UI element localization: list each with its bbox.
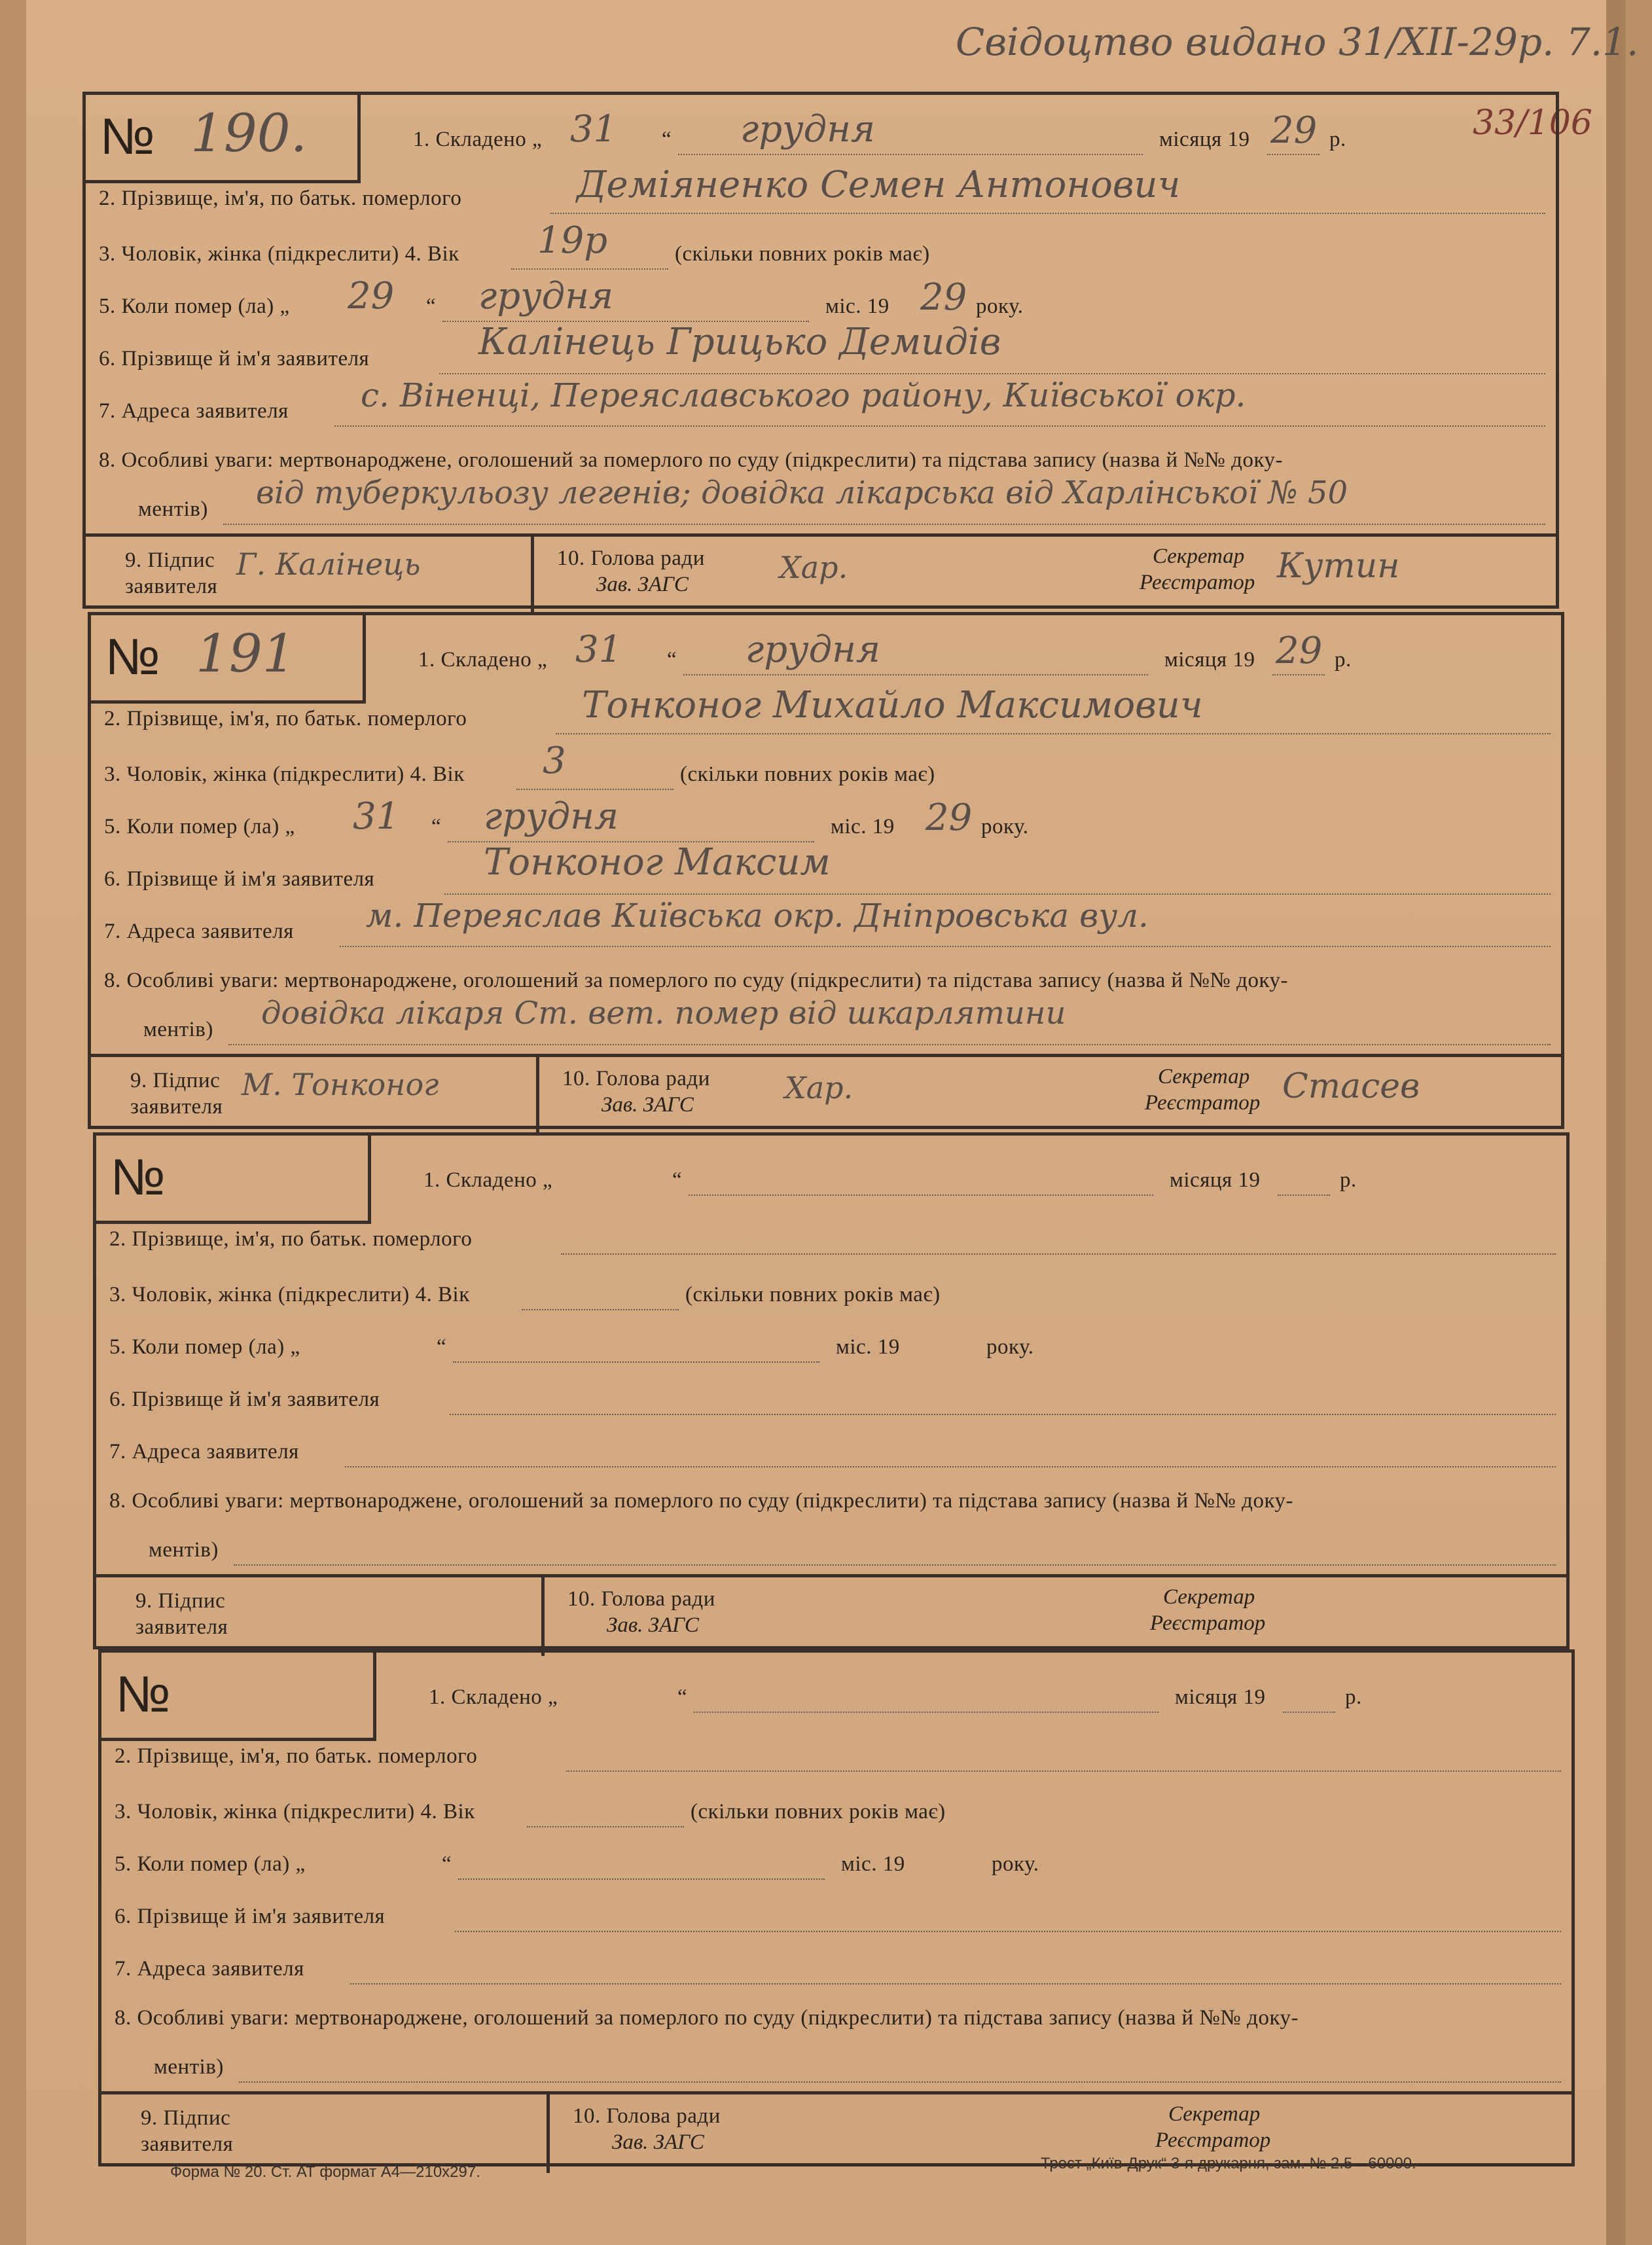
deceased-name-label: 2. Прізвище, ім'я, по батьк. померлого (115, 1744, 478, 1768)
death-quote: “ (426, 295, 437, 318)
secretary-label: Секретар (1153, 545, 1245, 568)
notes-label: 8. Особливі уваги: мертвонароджене, оголошений за померлого по суду (підкреслити) та підстава запису (назва й №№ доку- (115, 2006, 1299, 2030)
certificate-issued-note: Свідоцтво видано 31/XII-29р. 7.1. (956, 20, 1639, 64)
age-note: (скільки повних років має) (680, 763, 935, 786)
documents-label: ментів) (154, 2055, 224, 2079)
applicant-address: м. Переяслав Київська окр. Дніпровська вул. (366, 897, 1149, 935)
death-month: грудня (484, 795, 619, 838)
head-label: 10. Голова ради (562, 1067, 710, 1090)
deceased-name-label: 2. Прізвище, ім'я, по батьк. померлого (104, 707, 467, 730)
number-sign: № (105, 628, 160, 685)
death-roku-label: року. (976, 295, 1024, 318)
month-label: місяця 19 (1175, 1685, 1266, 1709)
composed-label: 1. Складено „ (423, 1168, 553, 1192)
month-label: місяця 19 (1164, 648, 1255, 672)
composed-label: 1. Складено „ (429, 1685, 558, 1709)
documents-label: ментів) (138, 497, 208, 521)
documents-text: довідка лікаря Ст. вет. помер від шкарлятини (261, 995, 1066, 1032)
address-label: 7. Адреса заявителя (109, 1440, 299, 1464)
register-page (26, 0, 1639, 2245)
death-day: 29 (348, 275, 395, 317)
death-date-label: 5. Коли помер (ла) „ (99, 295, 290, 318)
death-year: 29 (925, 797, 973, 839)
record-number-box (91, 615, 366, 704)
death-date-label: 5. Коли помер (ла) „ (115, 1852, 306, 1876)
deceased-name: Тонконог Михайло Максимович (582, 684, 1203, 727)
deceased-name: Деміяненко Семен Антонович (577, 164, 1181, 206)
head-label: 10. Голова ради (567, 1587, 715, 1611)
quote-mark: “ (662, 128, 672, 151)
year-suffix: р. (1340, 1168, 1357, 1192)
number-sign: № (100, 107, 155, 165)
form-footer-right: Трест „Київ-Друк“ 3-я друкарня, зам. № 2.5—60000. (1041, 2155, 1416, 2172)
death-mis-label: міс. 19 (825, 295, 889, 318)
address-label: 7. Адреса заявителя (99, 399, 289, 423)
death-year: 29 (920, 276, 967, 319)
death-date-label: 5. Коли помер (ла) „ (104, 815, 295, 838)
applicant-signature: М. Тонконог (242, 1067, 439, 1102)
sex-age-label: 3. Чоловік, жінка (підкреслити) 4. Вік (104, 763, 465, 786)
composed-day: 31 (575, 628, 622, 671)
applicant-address: с. Віненці, Переяславського району, Київської окр. (361, 376, 1246, 414)
year-suffix: р. (1329, 128, 1346, 151)
notes-label: 8. Особливі уваги: мертвонароджене, оголошений за померлого по суду (підкреслити) та підстава запису (назва й №№ доку- (109, 1489, 1294, 1513)
address-label: 7. Адреса заявителя (115, 1957, 304, 1981)
sign-label-2: заявителя (130, 1095, 223, 1119)
age-value: 3 (543, 740, 566, 782)
zags-label: Зав. ЗАГС (612, 2130, 704, 2154)
documents-text: від туберкульозу легенів; довідка лікарська від Харлінської № 50 (256, 475, 1348, 511)
documents-label: ментів) (149, 1538, 219, 1562)
head-signature: Хар. (785, 1070, 853, 1105)
death-roku-label: року. (992, 1852, 1039, 1876)
death-record-4 (98, 1649, 1575, 2166)
applicant-label: 6. Прізвище й ім'я заявителя (99, 347, 370, 370)
sex-age-label: 3. Чоловік, жінка (підкреслити) 4. Вік (115, 1800, 475, 1823)
quote-mark: “ (672, 1168, 683, 1192)
age-note: (скільки повних років має) (685, 1283, 941, 1306)
death-record-1 (82, 92, 1559, 609)
age-note: (скільки повних років має) (675, 242, 930, 266)
quote-mark: “ (677, 1685, 688, 1709)
documents-label: ментів) (143, 1018, 213, 1041)
zags-label: Зав. ЗАГС (602, 1093, 694, 1117)
signature-row (96, 1574, 1566, 1656)
applicant-signature: Г. Калінець (236, 547, 421, 582)
record-number-box (101, 1653, 376, 1741)
composed-year: 29 (1276, 630, 1323, 672)
death-quote: “ (437, 1335, 447, 1359)
head-label: 10. Голова ради (557, 547, 705, 570)
signature-row (86, 533, 1556, 615)
sign-label-2: заявителя (141, 2132, 234, 2156)
death-day: 31 (353, 795, 400, 838)
sex-age-label: 3. Чоловік, жінка (підкреслити) 4. Вік (99, 242, 459, 266)
death-mis-label: міс. 19 (841, 1852, 905, 1876)
death-mis-label: міс. 19 (831, 815, 895, 838)
death-roku-label: року. (986, 1335, 1034, 1359)
registrar-label: Реєстратор (1140, 571, 1255, 594)
month-label: місяця 19 (1159, 128, 1250, 151)
applicant-label: 6. Прізвище й ім'я заявителя (109, 1388, 380, 1411)
sex-age-label: 3. Чоловік, жінка (підкреслити) 4. Вік (109, 1283, 470, 1306)
secretary-label: Секретар (1158, 1065, 1250, 1088)
year-suffix: р. (1345, 1685, 1362, 1709)
head-label: 10. Голова ради (573, 2104, 721, 2128)
record-number-box (86, 95, 361, 183)
registrar-label: Реєстратор (1145, 1091, 1261, 1115)
sign-label: 9. Підпис (130, 1069, 221, 1092)
secretary-label: Секретар (1168, 2102, 1261, 2126)
death-month: грудня (478, 275, 614, 317)
number-sign: № (116, 1665, 171, 1723)
composed-year: 29 (1270, 109, 1318, 152)
death-record-3 (93, 1132, 1570, 1649)
sign-label-2: заявителя (135, 1615, 228, 1639)
applicant-name: Тонконог Максим (484, 841, 831, 884)
death-mis-label: міс. 19 (836, 1335, 900, 1359)
applicant-name: Калінець Грицько Демидів (478, 321, 1001, 363)
zags-label: Зав. ЗАГС (596, 573, 689, 596)
deceased-name-label: 2. Прізвище, ім'я, по батьк. померлого (99, 187, 462, 210)
sign-label: 9. Підпис (141, 2106, 231, 2130)
composed-day: 31 (570, 108, 617, 151)
month-label: місяця 19 (1170, 1168, 1261, 1192)
sign-label: 9. Підпис (135, 1589, 226, 1613)
composed-month: грудня (740, 108, 876, 151)
registrar-label: Реєстратор (1155, 2128, 1271, 2152)
record-number: 191 (196, 623, 296, 684)
deceased-name-label: 2. Прізвище, ім'я, по батьк. померлого (109, 1227, 473, 1251)
death-date-label: 5. Коли помер (ла) „ (109, 1335, 300, 1359)
age-value: 19р (537, 219, 608, 262)
page-number: 33/106 (1473, 103, 1592, 143)
secretary-signature: Кутин (1277, 547, 1400, 586)
zags-label: Зав. ЗАГС (607, 1613, 699, 1637)
signature-row (91, 1054, 1561, 1136)
applicant-label: 6. Прізвище й ім'я заявителя (104, 867, 375, 891)
death-record-2 (88, 612, 1564, 1129)
composed-month: грудня (745, 628, 881, 671)
applicant-label: 6. Прізвище й ім'я заявителя (115, 1905, 386, 1928)
death-quote: “ (431, 815, 442, 838)
head-signature: Хар. (780, 550, 848, 585)
year-suffix: р. (1335, 648, 1352, 672)
age-note: (скільки повних років має) (691, 1800, 946, 1823)
record-number-box (96, 1136, 371, 1224)
address-label: 7. Адреса заявителя (104, 920, 294, 943)
secretary-signature: Стасев (1282, 1067, 1420, 1106)
form-footer-left: Форма № 20. Ст. АТ формат А4—210х297. (170, 2163, 480, 2181)
notes-label: 8. Особливі уваги: мертвонароджене, оголошений за померлого по суду (підкреслити) та підстава запису (назва й №№ доку- (99, 448, 1284, 472)
composed-label: 1. Складено „ (413, 128, 543, 151)
record-number: 190. (190, 103, 308, 164)
death-roku-label: року. (981, 815, 1029, 838)
composed-label: 1. Складено „ (418, 648, 548, 672)
quote-mark: “ (667, 648, 677, 672)
secretary-label: Секретар (1163, 1585, 1255, 1609)
registrar-label: Реєстратор (1150, 1611, 1266, 1635)
sign-label-2: заявителя (125, 575, 218, 598)
notes-label: 8. Особливі уваги: мертвонароджене, оголошений за померлого по суду (підкреслити) та підстава запису (назва й №№ доку- (104, 969, 1289, 992)
sign-label: 9. Підпис (125, 548, 215, 572)
death-quote: “ (442, 1852, 452, 1876)
number-sign: № (111, 1148, 166, 1206)
